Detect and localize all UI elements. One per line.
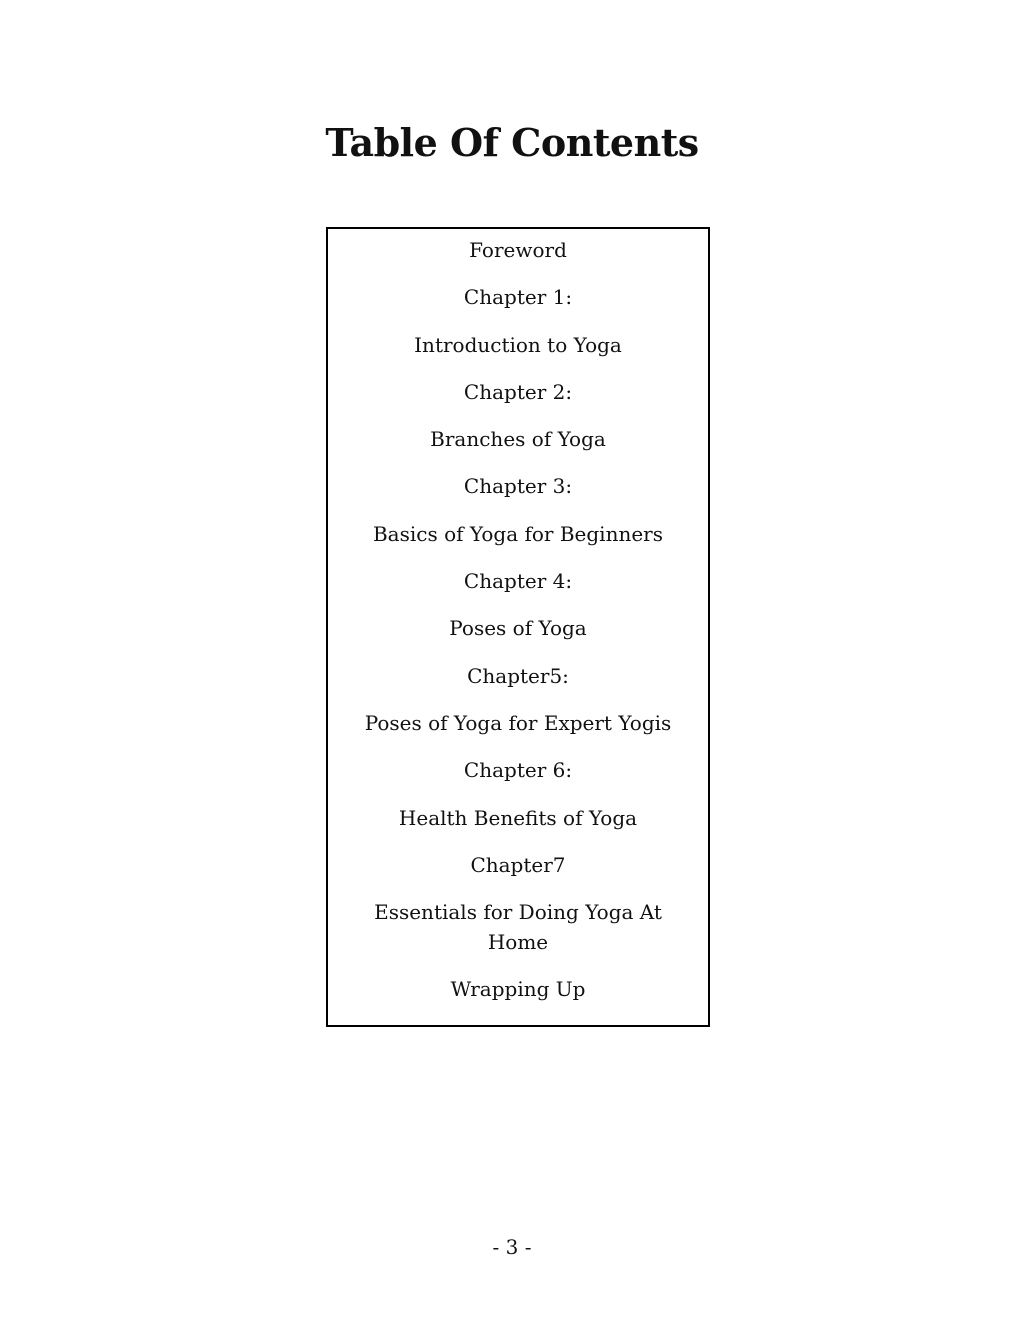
toc-item-chapter-7: Chapter7 bbox=[470, 852, 566, 877]
toc-item-chapter-1: Chapter 1: bbox=[463, 285, 573, 310]
toc-item-chapter-4: Chapter 4: bbox=[463, 569, 573, 594]
toc-item-chapter-3: Chapter 3: bbox=[463, 474, 573, 499]
toc-item-chapter-2: Chapter 2: bbox=[463, 379, 573, 404]
toc-item-health-benefits: Health Benefits of Yoga bbox=[398, 805, 638, 830]
toc-item-poses-of-yoga: Poses of Yoga bbox=[449, 616, 587, 641]
page-number: - 3 - bbox=[492, 1235, 532, 1259]
toc-item-chapter-6: Chapter 6: bbox=[463, 758, 573, 783]
table-of-contents-box bbox=[326, 227, 710, 1027]
toc-item-wrapping-up: Wrapping Up bbox=[450, 977, 586, 1002]
toc-item-branches-of-yoga: Branches of Yoga bbox=[430, 427, 606, 452]
toc-item-basics-of-yoga: Basics of Yoga for Beginners bbox=[372, 521, 663, 546]
toc-item-essentials-at-home: Essentials for Doing Yoga At Home bbox=[374, 900, 662, 955]
toc-item-foreword: Foreword bbox=[469, 238, 567, 262]
toc-item-poses-for-expert-yogis: Poses of Yoga for Expert Yogis bbox=[364, 710, 672, 735]
toc-item-introduction-to-yoga: Introduction to Yoga bbox=[414, 332, 622, 357]
toc-item-chapter-5: Chapter5: bbox=[467, 663, 569, 688]
toc-list bbox=[328, 229, 708, 1004]
page-title: Table Of Contents bbox=[325, 120, 699, 165]
